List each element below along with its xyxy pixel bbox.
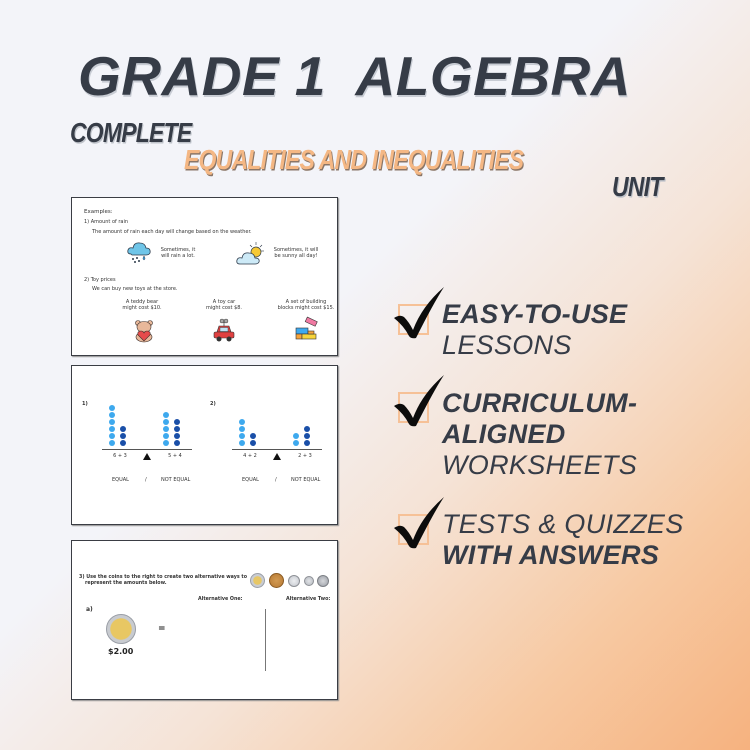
p1-left-label: 6 + 3 xyxy=(113,453,127,459)
fulcrum-icon xyxy=(143,453,151,460)
toonie-coin-icon xyxy=(250,573,265,588)
example-2-text: We can buy new toys at the store. xyxy=(92,286,178,292)
feature-3-normal: TESTS & QUIZZES xyxy=(442,509,684,539)
p2-equal-option[interactable]: EQUAL xyxy=(242,477,259,483)
balance-beam-2 xyxy=(232,449,322,450)
blocks-caption-1: A set of building xyxy=(285,299,327,305)
dots-p1-right-a xyxy=(163,412,169,446)
feature-1-normal: LESSONS xyxy=(442,330,572,360)
fulcrum-icon xyxy=(273,453,281,460)
coins-instruction-1: 3) Use the coins to the right to create two alternative ways to xyxy=(79,575,247,580)
feature-1-bold: EASY-TO-USE xyxy=(442,299,628,329)
bear-caption-1: A teddy bear xyxy=(125,299,159,305)
problem-2-number: 2) xyxy=(210,401,216,407)
product-title: GRADE 1 ALGEBRA xyxy=(78,45,631,107)
checkmark-icon xyxy=(392,372,448,428)
balance-beam-1 xyxy=(102,449,192,450)
loonie-coin-icon xyxy=(269,573,284,588)
feature-2-normal: WORKSHEETS xyxy=(442,450,638,480)
p1-separator: / xyxy=(145,477,147,483)
car-caption-2: might cost $8. xyxy=(205,305,243,311)
subtitle-topic: EQUALITIES AND INEQUALITIES xyxy=(184,144,524,176)
p2-not-equal-option[interactable]: NOT EQUAL xyxy=(291,477,321,483)
preview-card-examples xyxy=(71,197,338,356)
quarter-coin-icon xyxy=(288,575,300,587)
toy-car-icon xyxy=(212,318,236,343)
feature-2-bold-1: CURRICULUM- xyxy=(442,388,638,418)
nickel-coin-icon xyxy=(317,575,329,587)
dots-p2-right-b xyxy=(304,426,310,446)
equals-sign: = xyxy=(158,624,166,634)
building-blocks-icon xyxy=(294,316,320,342)
teddy-bear-icon xyxy=(132,319,156,343)
example-1-text: The amount of rain each day will change based on the weather. xyxy=(92,229,252,235)
examples-heading: Examples: xyxy=(84,209,113,215)
rain-caption-2: will rain a lot. xyxy=(161,253,195,259)
p2-right-label: 2 + 3 xyxy=(298,453,312,459)
example-2-title: 2) Toy prices xyxy=(84,277,116,283)
feature-2 xyxy=(442,388,637,481)
column-divider xyxy=(265,609,266,671)
feature-3 xyxy=(442,509,684,571)
dots-p1-right-b xyxy=(174,419,180,446)
p2-separator: / xyxy=(275,477,277,483)
part-a-label: a) xyxy=(86,606,93,613)
sun-caption-2: be sunny all day! xyxy=(274,253,318,259)
p2-left-label: 4 + 2 xyxy=(243,453,257,459)
preview-card-balance xyxy=(71,365,338,525)
blocks-caption-2: blocks might cost $15. xyxy=(277,305,335,311)
feature-1 xyxy=(442,299,627,361)
toonie-large-coin-icon xyxy=(106,614,136,644)
problem-1-number: 1) xyxy=(82,401,88,407)
rain-cloud-icon xyxy=(126,240,152,266)
feature-3-bold: WITH ANSWERS xyxy=(442,540,660,570)
dime-coin-icon xyxy=(304,576,314,586)
preview-card-coins xyxy=(71,540,338,700)
subtitle-complete: COMPLETE xyxy=(70,117,192,149)
dots-p1-left-a xyxy=(109,405,115,446)
bear-caption-2: might cost $10. xyxy=(122,305,162,311)
feature-2-bold-2: ALIGNED xyxy=(442,419,566,449)
dots-p2-left-a xyxy=(239,419,245,446)
checkmark-icon xyxy=(392,494,448,550)
amount-label: $2.00 xyxy=(108,647,134,656)
dots-p2-left-b xyxy=(250,433,256,446)
alternative-two-header: Alternative Two: xyxy=(286,597,331,602)
p1-equal-option[interactable]: EQUAL xyxy=(112,477,129,483)
subtitle-unit: UNIT xyxy=(612,171,663,203)
dots-p2-right-a xyxy=(293,433,299,446)
p1-right-label: 5 + 4 xyxy=(168,453,182,459)
alternative-one-header: Alternative One: xyxy=(198,597,243,602)
rain-caption-1: Sometimes, it xyxy=(160,247,196,253)
p1-not-equal-option[interactable]: NOT EQUAL xyxy=(161,477,191,483)
checkmark-icon xyxy=(392,284,448,340)
car-caption-1: A toy car xyxy=(212,299,236,305)
sun-cloud-icon xyxy=(236,240,266,268)
sun-caption-1: Sometimes, it will xyxy=(273,247,319,253)
coins-instruction-2: represent the amounts below. xyxy=(85,581,167,586)
example-1-title: 1) Amount of rain xyxy=(84,219,129,225)
dots-p1-left-b xyxy=(120,426,126,446)
